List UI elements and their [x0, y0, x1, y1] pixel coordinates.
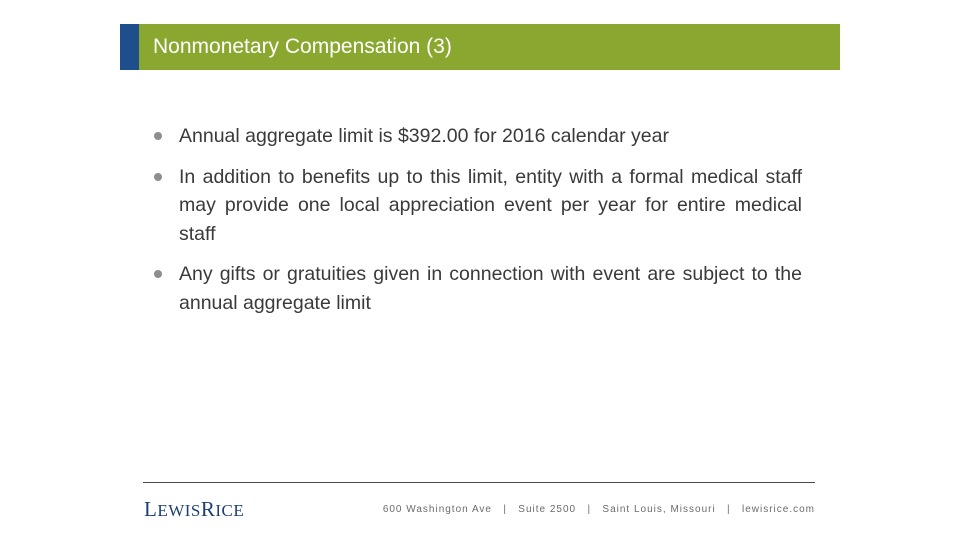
footer-website: lewisrice.com: [741, 504, 815, 515]
title-bar: [120, 24, 840, 70]
footer-separator: |: [503, 504, 507, 515]
bullet-text: Any gifts or gratuities given in connection with event are subject to the annual aggregate limit: [179, 263, 802, 314]
bullet-text: Annual aggregate limit is $392.00 for 2016 calendar year: [179, 125, 669, 147]
footer-separator: |: [727, 504, 731, 515]
lewisrice-logo: LEWISRICE: [144, 497, 245, 521]
title-accent-bar: [120, 24, 139, 70]
bullet-dot-icon: [154, 132, 162, 140]
bullet-item: [150, 163, 802, 249]
bullet-text: In addition to benefits up to this limit, entity with a formal medical staff may provide one local appreciation event per year for entire medical staff: [179, 165, 802, 245]
bullet-dot-icon: [154, 173, 162, 181]
bullet-item: [150, 122, 802, 151]
slide-title: Nonmonetary Compensation (3): [153, 35, 452, 58]
bullet-item: [150, 260, 802, 317]
bullet-list: [150, 122, 802, 329]
bullet-dot-icon: [154, 270, 162, 278]
footer-address: 600 Washington Ave: [382, 504, 492, 515]
footer-separator: |: [587, 504, 592, 515]
footer-suite: Suite 2500: [518, 504, 577, 515]
footer-divider: [143, 482, 815, 483]
footer-contact-info: [383, 504, 815, 515]
footer-city: Saint Louis, Missouri: [602, 504, 716, 515]
